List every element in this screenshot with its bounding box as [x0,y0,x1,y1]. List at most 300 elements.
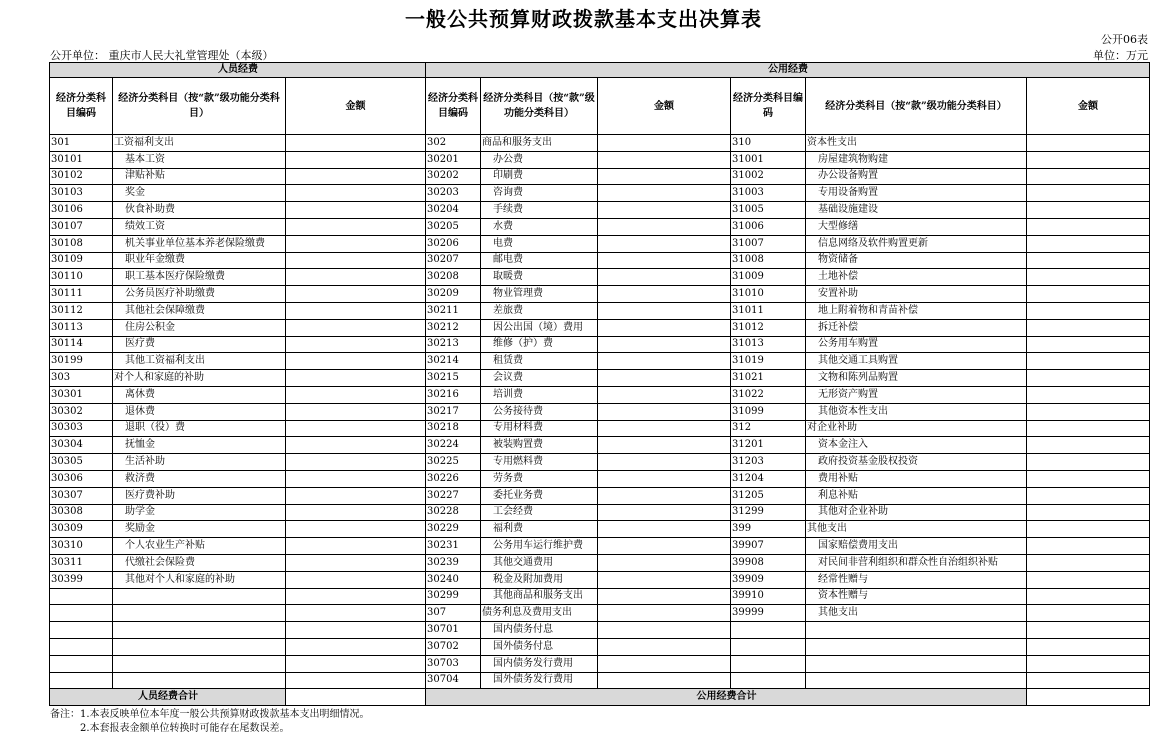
capital-amount-cell [1027,605,1150,622]
goods-amount-cell [598,403,731,420]
capital-amount-cell [1027,235,1150,252]
public-total-label: 公用经费合计 [426,689,1027,706]
personnel-name-cell: 退休费 [113,403,286,420]
goods-code-cell: 30217 [426,403,481,420]
personnel-amount-cell [286,218,426,235]
capital-code-cell: 39908 [731,554,806,571]
goods-code-cell: 30208 [426,269,481,286]
capital-name-cell: 其他资本性支出 [806,403,1027,420]
capital-name-cell: 政府投资基金股权投资 [806,454,1027,471]
goods-code-cell: 30702 [426,638,481,655]
personnel-amount-cell [286,302,426,319]
goods-amount-cell [598,135,731,152]
goods-amount-cell [598,286,731,303]
personnel-code-cell: 30309 [50,521,113,538]
capital-amount-cell [1027,269,1150,286]
unit-name: 重庆市人民大礼堂管理处（本级） [108,49,274,62]
capital-amount-cell [1027,302,1150,319]
col-header-goods-code: 经济分类科目编码 [426,78,481,135]
personnel-name-cell: 奖励金 [113,521,286,538]
capital-amount-cell [1027,135,1150,152]
capital-name-cell: 其他对企业补助 [806,504,1027,521]
personnel-code-cell: 30302 [50,403,113,420]
personnel-code-cell: 30113 [50,319,113,336]
table-row [50,655,1150,672]
capital-code-cell [731,622,806,639]
table-row [50,151,1150,168]
personnel-name-cell: 救济费 [113,470,286,487]
capital-code-cell: 31005 [731,202,806,219]
goods-code-cell: 30202 [426,168,481,185]
personnel-name-cell: 抚恤金 [113,437,286,454]
capital-name-cell: 物资储备 [806,252,1027,269]
personnel-name-cell: 职工基本医疗保险缴费 [113,269,286,286]
reporting-unit [50,47,274,63]
personnel-amount-cell [286,655,426,672]
form-number: 公开06表 [1101,33,1148,46]
goods-code-cell: 30227 [426,487,481,504]
table-row [50,672,1150,689]
personnel-code-cell: 30114 [50,336,113,353]
capital-name-cell: 资本性支出 [806,135,1027,152]
public-group-header: 公用经费 [426,63,1150,78]
personnel-name-cell: 其他社会保障缴费 [113,302,286,319]
capital-name-cell: 无形资产购置 [806,386,1027,403]
table-row [50,454,1150,471]
personnel-name-cell: 津贴补贴 [113,168,286,185]
column-header-row [50,78,1150,135]
personnel-amount-cell [286,185,426,202]
capital-name-cell [806,622,1027,639]
goods-name-cell: 物业管理费 [481,286,598,303]
capital-name-cell: 专用设备购置 [806,185,1027,202]
goods-amount-cell [598,538,731,555]
goods-code-cell: 30701 [426,622,481,639]
goods-amount-cell [598,454,731,471]
personnel-amount-cell [286,370,426,387]
goods-name-cell: 被装购置费 [481,437,598,454]
capital-amount-cell [1027,370,1150,387]
goods-code-cell: 30216 [426,386,481,403]
goods-code-cell: 30704 [426,672,481,689]
capital-name-cell: 基础设施建设 [806,202,1027,219]
goods-code-cell: 30228 [426,504,481,521]
table-row [50,353,1150,370]
table-row [50,252,1150,269]
goods-code-cell: 30231 [426,538,481,555]
col-header-goods-name: 经济分类科目（按“款”级功能分类科目） [481,78,598,135]
table-row [50,571,1150,588]
capital-name-cell: 公务用车购置 [806,336,1027,353]
goods-amount-cell [598,269,731,286]
table-row [50,336,1150,353]
goods-name-cell: 手续费 [481,202,598,219]
col-header-personnel-code: 经济分类科目编码 [50,78,113,135]
goods-name-cell: 国外债务付息 [481,638,598,655]
page-title: 一般公共预算财政拨款基本支出决算表 [405,7,762,31]
goods-name-cell: 咨询费 [481,185,598,202]
goods-amount-cell [598,168,731,185]
capital-code-cell: 31299 [731,504,806,521]
capital-amount-cell [1027,403,1150,420]
capital-amount-cell [1027,672,1150,689]
capital-name-cell: 信息网络及软件购置更新 [806,235,1027,252]
capital-code-cell: 31009 [731,269,806,286]
goods-amount-cell [598,672,731,689]
capital-amount-cell [1027,504,1150,521]
capital-code-cell: 39910 [731,588,806,605]
personnel-amount-cell [286,672,426,689]
capital-amount-cell [1027,319,1150,336]
table-row [50,487,1150,504]
goods-name-cell: 公务接待费 [481,403,598,420]
personnel-code-cell: 30303 [50,420,113,437]
personnel-amount-cell [286,538,426,555]
table-row [50,504,1150,521]
personnel-name-cell: 代缴社会保险费 [113,554,286,571]
personnel-code-cell: 30109 [50,252,113,269]
capital-name-cell: 对民间非营利组织和群众性自治组织补贴 [806,554,1027,571]
goods-name-cell: 专用燃料费 [481,454,598,471]
personnel-amount-cell [286,319,426,336]
capital-name-cell: 其他支出 [806,605,1027,622]
goods-name-cell: 维修（护）费 [481,336,598,353]
col-header-personnel-name: 经济分类科目（按“款”级功能分类科目） [113,78,286,135]
capital-amount-cell [1027,437,1150,454]
personnel-code-cell: 30110 [50,269,113,286]
personnel-group-header: 人员经费 [50,63,426,78]
table-row [50,521,1150,538]
goods-amount-cell [598,252,731,269]
personnel-name-cell: 公务员医疗补助缴费 [113,286,286,303]
personnel-amount-cell [286,235,426,252]
personnel-code-cell: 30111 [50,286,113,303]
capital-code-cell: 310 [731,135,806,152]
capital-code-cell: 39907 [731,538,806,555]
personnel-code-cell: 30112 [50,302,113,319]
personnel-name-cell: 其他对个人和家庭的补助 [113,571,286,588]
capital-amount-cell [1027,655,1150,672]
table-body [50,135,1150,689]
capital-amount-cell [1027,470,1150,487]
personnel-name-cell: 奖金 [113,185,286,202]
capital-amount-cell [1027,588,1150,605]
personnel-code-cell: 30308 [50,504,113,521]
table-row [50,218,1150,235]
personnel-name-cell [113,622,286,639]
capital-name-cell: 利息补贴 [806,487,1027,504]
goods-code-cell: 30218 [426,420,481,437]
capital-amount-cell [1027,202,1150,219]
capital-name-cell: 文物和陈列品购置 [806,370,1027,387]
goods-amount-cell [598,655,731,672]
personnel-name-cell [113,588,286,605]
personnel-code-cell: 30311 [50,554,113,571]
capital-amount-cell [1027,218,1150,235]
goods-amount-cell [598,420,731,437]
goods-amount-cell [598,622,731,639]
capital-name-cell: 经常性赠与 [806,571,1027,588]
personnel-name-cell: 助学金 [113,504,286,521]
personnel-name-cell: 医疗费补助 [113,487,286,504]
personnel-amount-cell [286,487,426,504]
table-row [50,185,1150,202]
goods-name-cell: 工会经费 [481,504,598,521]
personnel-code-cell: 30107 [50,218,113,235]
capital-name-cell: 地上附着物和青苗补偿 [806,302,1027,319]
goods-name-cell: 电费 [481,235,598,252]
table-row [50,235,1150,252]
personnel-name-cell: 离休费 [113,386,286,403]
goods-amount-cell [598,319,731,336]
personnel-code-cell: 301 [50,135,113,152]
capital-name-cell: 资本性赠与 [806,588,1027,605]
capital-name-cell: 其他交通工具购置 [806,353,1027,370]
table-row [50,420,1150,437]
capital-amount-cell [1027,521,1150,538]
goods-name-cell: 公务用车运行维护费 [481,538,598,555]
goods-amount-cell [598,487,731,504]
goods-name-cell: 国内债务付息 [481,622,598,639]
goods-name-cell: 会议费 [481,370,598,387]
table-row [50,470,1150,487]
goods-code-cell: 30225 [426,454,481,471]
goods-code-cell: 30201 [426,151,481,168]
goods-name-cell: 商品和服务支出 [481,135,598,152]
personnel-name-cell: 机关事业单位基本养老保险缴费 [113,235,286,252]
personnel-total-amount [286,689,426,706]
goods-code-cell: 30206 [426,235,481,252]
group-header-row [50,63,1150,78]
goods-code-cell: 30215 [426,370,481,387]
personnel-code-cell: 30103 [50,185,113,202]
personnel-name-cell: 退职（役）费 [113,420,286,437]
goods-code-cell: 30226 [426,470,481,487]
table-row [50,588,1150,605]
col-header-personnel-amount: 金额 [286,78,426,135]
personnel-amount-cell [286,437,426,454]
capital-name-cell: 其他支出 [806,521,1027,538]
goods-code-cell: 302 [426,135,481,152]
capital-amount-cell [1027,487,1150,504]
personnel-amount-cell [286,202,426,219]
goods-name-cell: 其他交通费用 [481,554,598,571]
personnel-code-cell [50,655,113,672]
capital-code-cell [731,638,806,655]
personnel-amount-cell [286,588,426,605]
capital-code-cell: 31010 [731,286,806,303]
goods-name-cell: 专用材料费 [481,420,598,437]
table-row [50,554,1150,571]
capital-code-cell: 31012 [731,319,806,336]
goods-name-cell: 邮电费 [481,252,598,269]
capital-amount-cell [1027,454,1150,471]
personnel-amount-cell [286,521,426,538]
personnel-name-cell: 绩效工资 [113,218,286,235]
footnote-2: 2.本套报表金额单位转换时可能存在尾数误差。 [80,723,290,734]
goods-amount-cell [598,588,731,605]
personnel-amount-cell [286,638,426,655]
capital-name-cell [806,638,1027,655]
personnel-code-cell: 30306 [50,470,113,487]
table-row [50,168,1150,185]
table-row [50,319,1150,336]
personnel-amount-cell [286,403,426,420]
goods-name-cell: 国外债务发行费用 [481,672,598,689]
personnel-name-cell [113,605,286,622]
capital-code-cell: 31203 [731,454,806,471]
goods-code-cell: 30205 [426,218,481,235]
goods-code-cell: 30224 [426,437,481,454]
capital-amount-cell [1027,286,1150,303]
table-row [50,302,1150,319]
goods-code-cell: 30212 [426,319,481,336]
capital-code-cell: 31006 [731,218,806,235]
goods-name-cell: 福利费 [481,521,598,538]
personnel-code-cell [50,622,113,639]
personnel-amount-cell [286,554,426,571]
footnote-1: 备注：1.本表反映单位本年度一般公共预算财政拨款基本支出明细情况。 [50,709,370,720]
personnel-amount-cell [286,504,426,521]
personnel-code-cell [50,638,113,655]
goods-code-cell: 30209 [426,286,481,303]
personnel-code-cell: 30106 [50,202,113,219]
capital-code-cell: 31205 [731,487,806,504]
capital-amount-cell [1027,622,1150,639]
personnel-amount-cell [286,454,426,471]
personnel-code-cell: 30307 [50,487,113,504]
goods-amount-cell [598,185,731,202]
goods-amount-cell [598,336,731,353]
capital-name-cell: 房屋建筑物购建 [806,151,1027,168]
personnel-name-cell: 基本工资 [113,151,286,168]
capital-name-cell: 对企业补助 [806,420,1027,437]
personnel-amount-cell [286,420,426,437]
capital-code-cell: 31001 [731,151,806,168]
capital-amount-cell [1027,538,1150,555]
personnel-name-cell [113,672,286,689]
public-total-amount [1027,689,1150,706]
goods-name-cell: 劳务费 [481,470,598,487]
personnel-name-cell: 对个人和家庭的补助 [113,370,286,387]
goods-amount-cell [598,437,731,454]
personnel-code-cell: 303 [50,370,113,387]
goods-name-cell: 其他商品和服务支出 [481,588,598,605]
personnel-amount-cell [286,135,426,152]
personnel-code-cell: 30301 [50,386,113,403]
goods-amount-cell [598,151,731,168]
capital-code-cell: 31019 [731,353,806,370]
capital-name-cell: 拆迁补偿 [806,319,1027,336]
capital-name-cell: 安置补助 [806,286,1027,303]
goods-code-cell: 307 [426,605,481,622]
capital-name-cell: 办公设备购置 [806,168,1027,185]
capital-amount-cell [1027,386,1150,403]
table-row [50,135,1150,152]
goods-code-cell: 30239 [426,554,481,571]
personnel-amount-cell [286,252,426,269]
capital-code-cell: 31002 [731,168,806,185]
personnel-name-cell [113,655,286,672]
table-row [50,538,1150,555]
goods-name-cell: 国内债务发行费用 [481,655,598,672]
capital-code-cell: 31013 [731,336,806,353]
personnel-code-cell [50,672,113,689]
expenditure-table [49,62,1150,706]
personnel-code-cell: 30399 [50,571,113,588]
goods-amount-cell [598,202,731,219]
personnel-code-cell: 30102 [50,168,113,185]
personnel-name-cell: 生活补助 [113,454,286,471]
goods-amount-cell [598,470,731,487]
goods-code-cell: 30203 [426,185,481,202]
capital-code-cell: 39909 [731,571,806,588]
personnel-code-cell: 30310 [50,538,113,555]
goods-amount-cell [598,353,731,370]
capital-name-cell [806,672,1027,689]
unit-label: 公开单位： [50,49,105,62]
table-row [50,437,1150,454]
goods-code-cell: 30204 [426,202,481,219]
col-header-capital-amount: 金额 [1027,78,1150,135]
capital-code-cell [731,672,806,689]
capital-amount-cell [1027,571,1150,588]
personnel-amount-cell [286,571,426,588]
goods-name-cell: 委托业务费 [481,487,598,504]
goods-amount-cell [598,370,731,387]
personnel-code-cell: 30305 [50,454,113,471]
footnotes [50,708,370,736]
goods-name-cell: 债务利息及费用支出 [481,605,598,622]
goods-amount-cell [598,504,731,521]
goods-amount-cell [598,521,731,538]
capital-name-cell: 资本金注入 [806,437,1027,454]
capital-amount-cell [1027,185,1150,202]
table-row [50,403,1150,420]
personnel-code-cell: 30304 [50,437,113,454]
capital-amount-cell [1027,168,1150,185]
table-row [50,622,1150,639]
goods-name-cell: 租赁费 [481,353,598,370]
goods-code-cell: 30229 [426,521,481,538]
capital-name-cell: 土地补偿 [806,269,1027,286]
goods-amount-cell [598,386,731,403]
personnel-amount-cell [286,168,426,185]
table-row [50,202,1150,219]
goods-code-cell: 30213 [426,336,481,353]
capital-code-cell: 31201 [731,437,806,454]
totals-row [50,689,1150,706]
capital-amount-cell [1027,420,1150,437]
goods-amount-cell [598,554,731,571]
personnel-amount-cell [286,269,426,286]
capital-code-cell: 31003 [731,185,806,202]
table-row [50,605,1150,622]
capital-code-cell: 31007 [731,235,806,252]
goods-code-cell: 30214 [426,353,481,370]
personnel-amount-cell [286,470,426,487]
goods-amount-cell [598,218,731,235]
personnel-amount-cell [286,386,426,403]
goods-amount-cell [598,235,731,252]
goods-name-cell: 培训费 [481,386,598,403]
personnel-amount-cell [286,336,426,353]
table-row [50,370,1150,387]
capital-code-cell: 31011 [731,302,806,319]
personnel-name-cell: 职业年金缴费 [113,252,286,269]
goods-amount-cell [598,571,731,588]
goods-name-cell: 税金及附加费用 [481,571,598,588]
